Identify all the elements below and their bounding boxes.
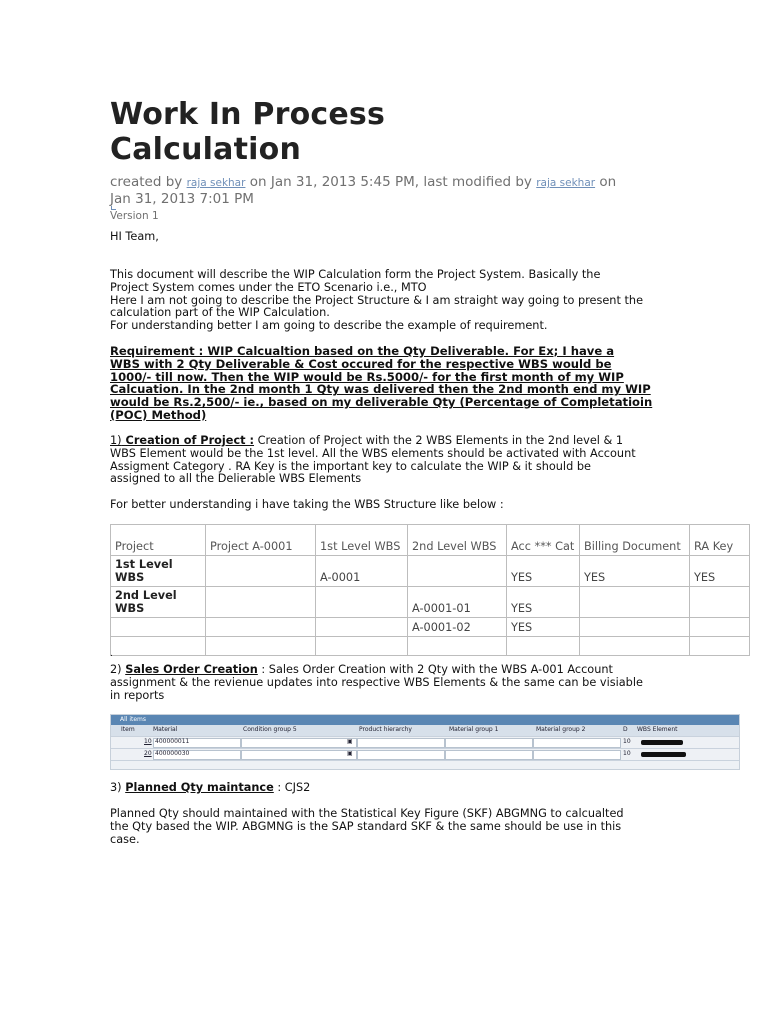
requirement-line: Requirement : WIP Calcualtion based on the Qty Deliverable. For Ex; I have a [110,344,615,358]
table-cell [408,637,507,656]
redacted-wbs-element [641,740,683,745]
header-cell: Project [111,525,206,556]
table-cell [690,637,750,656]
greeting: HI Team, [110,230,159,243]
section-1-line: WBS Element would be the 1st level. All the WBS elements should be activated with Account [110,446,636,460]
version-label[interactable] [110,207,159,222]
intro-paragraph [110,269,655,333]
sap-header-cell: D [623,726,628,733]
section-1-line: Creation of Project with the 2 WBS Elements in the 2nd level & 1 [254,434,624,447]
wbs-intro-text: For better understanding i have taking the WBS Structure like below : [110,498,504,511]
lookup-icon[interactable]: ▣ [347,738,353,745]
intro-line: Project System comes under the ETO Scenario i.e., MTO [110,280,427,294]
created-on-text: on Jan 31, 2013 5:45 PM, last modified by [245,174,537,190]
header-cell: Billing Document [580,525,690,556]
table-cell [206,637,316,656]
requirement-line: Calcuation. In the 2nd month 1 Qty was delivered then the 2nd month end my WIP [110,382,651,397]
intro-line: Here I am not going to describe the Project Structure & I am straight way going to present the [110,293,644,307]
intro-line: This document will describe the WIP Calculation form the Project System. Basically the [110,268,601,281]
header-cell: Acc *** Cat [507,525,580,556]
table-cell [507,637,580,656]
intro-line: calculation part of the WIP Calculation. [110,306,330,320]
modified-date: Jan 31, 2013 7:01 PM [110,191,254,207]
section-3-body [110,808,655,846]
sap-item-number: 10 [144,738,152,745]
table-cell: A-0001-01 [408,587,507,618]
section-3-line: case. [110,832,140,846]
redacted-wbs-element [641,752,686,757]
section-3-suffix: : CJS2 [273,781,311,794]
sap-header-cell: Product hierarchy [359,726,412,733]
header-cell: Project A-0001 [206,525,316,556]
header-cell: 1st Level WBS [316,525,408,556]
table-row [111,637,750,656]
table-cell [316,618,408,637]
table-cell [206,556,316,587]
section-1-number: 1) [110,434,122,447]
table-cell [580,587,690,618]
table-cell: A-0001-02 [408,618,507,637]
sap-header-cell: Condition group 5 [243,726,297,733]
table-row [111,618,750,637]
sap-d-value: 10 [623,738,631,745]
intro-line: For understanding better I am going to describe the example of requirement. [110,319,548,333]
title-line-2: Calculation [110,132,302,167]
sap-table-title: All items [111,715,739,725]
dot-marker: . [110,649,113,659]
section-2-line: assignment & the revienue updates into respective WBS Elements & the same can be visiable [110,675,643,689]
section-3-heading-line [110,782,655,795]
table-cell [206,587,316,618]
table-cell: A-0001 [316,556,408,587]
lookup-icon[interactable]: ▣ [347,750,353,757]
sap-header-cell: Material [153,726,178,733]
table-header-row [111,525,750,556]
table-cell [316,587,408,618]
table-cell [690,587,750,618]
sap-table-row[interactable] [111,749,739,761]
sap-header-cell: Item [121,726,135,733]
section-3-line: Planned Qty should maintained with the Statistical Key Figure (SKF) ABGMNG to calcualted [110,807,624,820]
table-cell [316,637,408,656]
sap-material: 400000011 [155,738,190,745]
sap-table-row[interactable] [111,737,739,749]
table-row [111,587,750,618]
table-cell [690,618,750,637]
requirement-line: 1000/- till now. Then the WIP would be Rs.5000/- for the first month of my WIP [110,369,624,384]
requirement-line: would be Rs.2,500/- ie., based on my deliverable Qty (Percentage of Completatioin [110,395,653,410]
sap-item-number: 20 [144,750,152,757]
table-cell: YES [507,556,580,587]
row-header-cell [111,618,206,637]
table-cell [408,556,507,587]
section-2-line: : Sales Order Creation with 2 Qty with the WBS A-001 Account [257,663,613,676]
sap-header-cell: Material group 1 [449,726,499,733]
section-1-line: assigned to all the Delierable WBS Elements [110,472,362,486]
section-3-line: the Qty based the WIP. ABGMNG is the SAP standard SKF & the same should be use in this [110,819,622,833]
section-2-number: 2) [110,663,122,676]
header-cell: 2nd Level WBS [408,525,507,556]
section-1 [110,435,655,486]
header-cell: RA Key [690,525,750,556]
sap-header-row [111,725,739,737]
section-1-heading: Creation of Project : [121,434,255,447]
table-cell [111,637,206,656]
table-cell: YES [690,556,750,587]
row-header-cell: 2nd Level WBS [111,587,206,618]
table-cell [580,637,690,656]
section-3-number: 3) [110,781,122,794]
author-link-created[interactable]: raja sekhar [186,177,246,189]
sap-items-screenshot [110,714,740,770]
requirement-line: (POC) Method) [110,407,207,422]
table-cell: YES [507,618,580,637]
page-title [110,97,530,167]
section-3-heading: Planned Qty maintance [125,781,274,794]
section-2 [110,664,655,702]
author-link-modified[interactable]: raja sekhar [536,177,596,189]
title-line-1: Work In Process [110,97,386,132]
created-by-prefix: created by [110,174,187,190]
sap-material: 400000030 [155,750,190,757]
table-row [111,556,750,587]
version-text: Version 1 [110,210,159,222]
sap-d-value: 10 [623,750,631,757]
wbs-structure-table [110,524,750,656]
section-1-line: Assigment Category . RA Key is the important key to calculate the WIP & it should be [110,459,591,473]
requirement-paragraph [110,345,655,422]
requirement-line: WBS with 2 Qty Deliverable & Cost occured for the respective WBS would be [110,356,612,371]
document-meta [110,174,655,207]
table-cell: YES [507,587,580,618]
modified-on-text: on [595,174,617,190]
table-cell: YES [580,556,690,587]
sap-header-cell: Material group 2 [536,726,586,733]
table-cell [206,618,316,637]
row-header-cell: 1st Level WBS [111,556,206,587]
section-2-heading: Sales Order Creation [125,663,258,676]
sap-header-cell: WBS Element [637,726,678,733]
table-cell [580,618,690,637]
section-2-line: in reports [110,688,165,702]
